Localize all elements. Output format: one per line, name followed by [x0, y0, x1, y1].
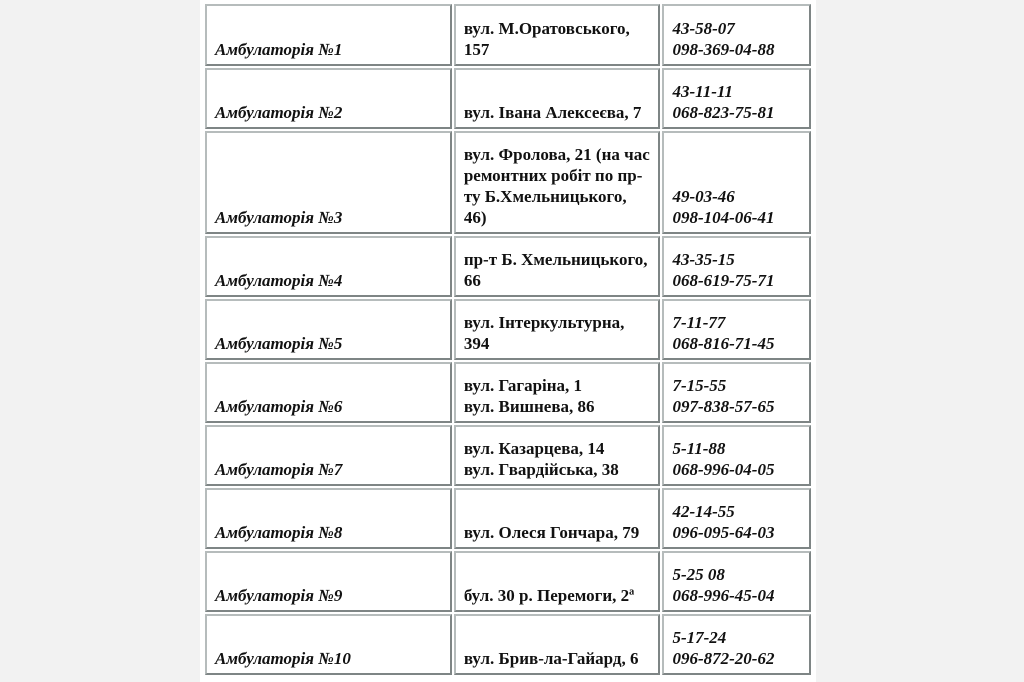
clinic-address-cell: [454, 425, 661, 486]
table-row: [205, 131, 811, 234]
address-line: ту Б.Хмельницького,: [463, 187, 627, 206]
clinic-phone-cell: [662, 68, 811, 129]
phone-line: 43-11-11: [672, 82, 733, 101]
address-line: вул. Інтеркультурна,: [463, 313, 625, 332]
clinic-phone-cell: [662, 362, 811, 423]
phone-line: 7-15-55: [672, 376, 727, 395]
clinic-phone-cell: [662, 488, 811, 549]
phone-line: 096-095-64-03: [672, 523, 775, 542]
address-line: 157: [463, 40, 490, 59]
address-line: бул. 30 р. Перемоги, 2ª: [463, 586, 635, 605]
clinic-address-cell: [454, 488, 661, 549]
clinic-address-cell: [454, 362, 661, 423]
clinic-address-cell: [454, 68, 661, 129]
table-row: [205, 614, 811, 675]
table-row: [205, 362, 811, 423]
clinic-phone-cell: [662, 299, 811, 360]
clinic-name-cell: Амбулаторія №7: [205, 425, 452, 486]
clinic-phone-cell: [662, 236, 811, 297]
phone-line: 068-996-04-05: [672, 460, 775, 479]
phone-line: 098-104-06-41: [672, 208, 775, 227]
address-line: ремонтних робіт по пр-: [463, 166, 643, 185]
address-line: вул. Фролова, 21 (на час: [463, 145, 650, 164]
table-row: [205, 551, 811, 612]
address-line: вул. Гвардійська, 38: [463, 460, 619, 479]
address-line: 66: [463, 271, 481, 290]
phone-line: 068-823-75-81: [672, 103, 775, 122]
clinics-table: [203, 2, 813, 677]
phone-line: 43-58-07: [672, 19, 735, 38]
clinic-phone-cell: [662, 425, 811, 486]
table-row: [205, 299, 811, 360]
clinic-name-cell: Амбулаторія №8: [205, 488, 452, 549]
clinic-name-cell: Амбулаторія №9: [205, 551, 452, 612]
clinic-address-cell: [454, 4, 661, 66]
phone-line: 5-25 08: [672, 565, 725, 584]
address-line: вул. Брив-ла-Гайард, 6: [463, 649, 639, 668]
address-line: вул. Казарцева, 14: [463, 439, 605, 458]
phone-line: 5-11-88: [672, 439, 726, 458]
address-line: пр-т Б. Хмельницького,: [463, 250, 648, 269]
clinic-name-cell: Амбулаторія №5: [205, 299, 452, 360]
phone-line: 096-872-20-62: [672, 649, 775, 668]
table-row: [205, 4, 811, 66]
phone-line: 068-996-45-04: [672, 586, 775, 605]
clinic-phone-cell: [662, 614, 811, 675]
clinic-address-cell: [454, 236, 661, 297]
clinic-address-cell: [454, 131, 661, 234]
phone-line: 097-838-57-65: [672, 397, 775, 416]
clinic-address-cell: [454, 614, 661, 675]
clinic-name-cell: Амбулаторія №3: [205, 131, 452, 234]
clinic-name-cell: Амбулаторія №2: [205, 68, 452, 129]
address-line: вул. Івана Алексеєва, 7: [463, 103, 642, 122]
phone-line: 42-14-55: [672, 502, 735, 521]
address-line: 394: [463, 334, 490, 353]
clinic-name-cell: Амбулаторія №10: [205, 614, 452, 675]
phone-line: 068-816-71-45: [672, 334, 775, 353]
table-row: [205, 68, 811, 129]
table-row: [205, 425, 811, 486]
address-line: вул. Гагаріна, 1: [463, 376, 583, 395]
clinic-name-cell: Амбулаторія №1: [205, 4, 452, 66]
clinic-address-cell: [454, 299, 661, 360]
clinic-name-cell: Амбулаторія №4: [205, 236, 452, 297]
table-row: [205, 236, 811, 297]
clinic-phone-cell: [662, 4, 811, 66]
phone-line: 068-619-75-71: [672, 271, 775, 290]
table-row: [205, 488, 811, 549]
clinic-phone-cell: [662, 131, 811, 234]
phone-line: 098-369-04-88: [672, 40, 775, 59]
phone-line: 43-35-15: [672, 250, 735, 269]
clinic-name-cell: Амбулаторія №6: [205, 362, 452, 423]
address-line: вул. М.Оратовського,: [463, 19, 630, 38]
phone-line: 49-03-46: [672, 187, 735, 206]
clinic-address-cell: [454, 551, 661, 612]
address-line: вул. Олеся Гончара, 79: [463, 523, 640, 542]
phone-line: 5-17-24: [672, 628, 727, 647]
address-line: вул. Вишнева, 86: [463, 397, 595, 416]
clinic-phone-cell: [662, 551, 811, 612]
phone-line: 7-11-77: [672, 313, 726, 332]
address-line: 46): [463, 208, 487, 227]
